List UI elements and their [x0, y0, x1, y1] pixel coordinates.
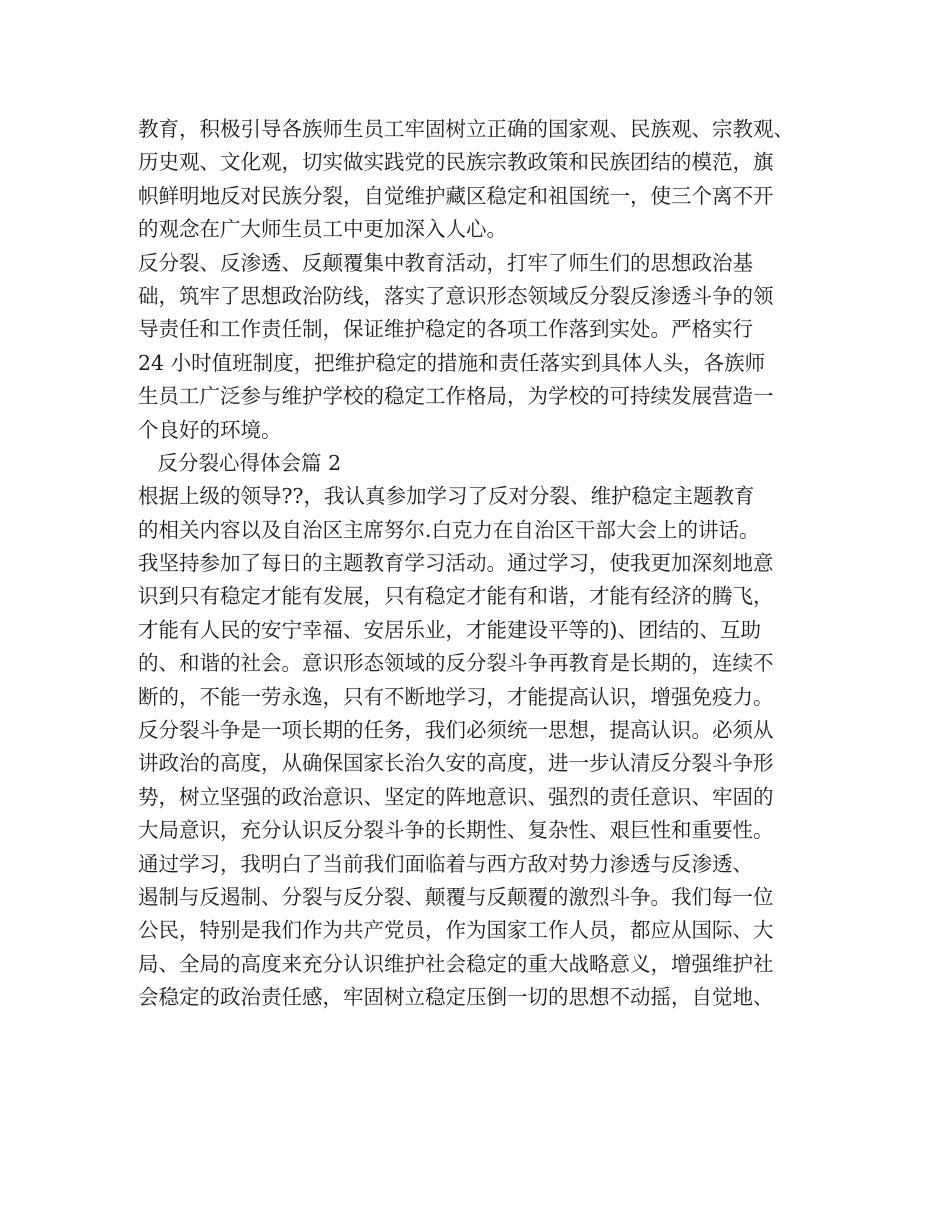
- text-line: 我坚持参加了每日的主题教育学习活动。通过学习，使我更加深刻地意: [138, 551, 774, 576]
- text-line: 断的，不能一劳永逸，只有不断地学习，才能提高认识，增强免疫力。: [138, 684, 774, 709]
- text-line: 24 小时值班制度，把维护稳定的措施和责任落实到具体人头，各族师: [138, 350, 766, 375]
- text-line: 大局意识，充分认识反分裂斗争的长期性、复杂性、艰巨性和重要性。: [138, 818, 774, 843]
- text-line: 历史观、文化观，切实做实践党的民族宗教政策和民族团结的模范，旗: [138, 150, 774, 175]
- text-line: 识到只有稳定才能有发展，只有稳定才能有和谐，才能有经济的腾飞，: [138, 584, 774, 609]
- text-line: 势，树立坚强的政治意识、坚定的阵地意识、强烈的责任意识、牢固的: [138, 784, 774, 809]
- text-line: 础，筑牢了思想政治防线，落实了意识形态领域反分裂反渗透斗争的领: [138, 283, 774, 308]
- text-line: 生员工广泛参与维护学校的稳定工作格局，为学校的可持续发展营造一: [138, 384, 774, 409]
- document-body: [138, 113, 828, 1015]
- text-line: 导责任和工作责任制，保证维护稳定的各项工作落到实处。严格实行: [138, 317, 753, 342]
- text-line: 个良好的环境。: [138, 417, 282, 442]
- text-line: 讲政治的高度，从确保国家长治久安的高度，进一步认清反分裂斗争形: [138, 751, 774, 776]
- text-line: 的、和谐的社会。意识形态领域的反分裂斗争再教育是长期的，连续不: [138, 651, 774, 676]
- text-line: 帜鲜明地反对民族分裂，自觉维护藏区稳定和祖国统一，使三个离不开: [138, 183, 774, 208]
- text-line: 根据上级的领导??，我认真参加学习了反对分裂、维护稳定主题教育: [138, 484, 755, 509]
- text-line: 才能有人民的安宁幸福、安居乐业，才能建设平等的)、团结的、互助: [138, 617, 761, 642]
- text-line: 会稳定的政治责任感，牢固树立稳定压倒一切的思想不动摇，自觉地、: [138, 985, 774, 1010]
- text-line: 遏制与反遏制、分裂与反分裂、颠覆与反颠覆的激烈斗争。我们每一位: [138, 884, 774, 909]
- text-line: 的观念在广大师生员工中更加深入人心。: [138, 217, 507, 242]
- text-line: 反分裂、反渗透、反颠覆集中教育活动，打牢了师生们的思想政治基: [138, 250, 753, 275]
- section-heading: 反分裂心得体会篇 2: [138, 450, 342, 475]
- text-line: 通过学习，我明白了当前我们面临着与西方敌对势力渗透与反渗透、: [138, 851, 753, 876]
- text-line: 的相关内容以及自治区主席努尔.白克力在自治区干部大会上的讲话。: [138, 517, 760, 542]
- text-line: 教育，积极引导各族师生员工牢固树立正确的国家观、民族观、宗教观、: [138, 117, 794, 141]
- text-line: 局、全局的高度来充分认识维护社会稳定的重大战略意义，增强维护社: [138, 951, 774, 976]
- text-line: 公民，特别是我们作为共产党员，作为国家工作人员，都应从国际、大: [138, 918, 774, 943]
- text-line: 反分裂斗争是一项长期的任务，我们必须统一思想，提高认识。必须从: [138, 718, 774, 743]
